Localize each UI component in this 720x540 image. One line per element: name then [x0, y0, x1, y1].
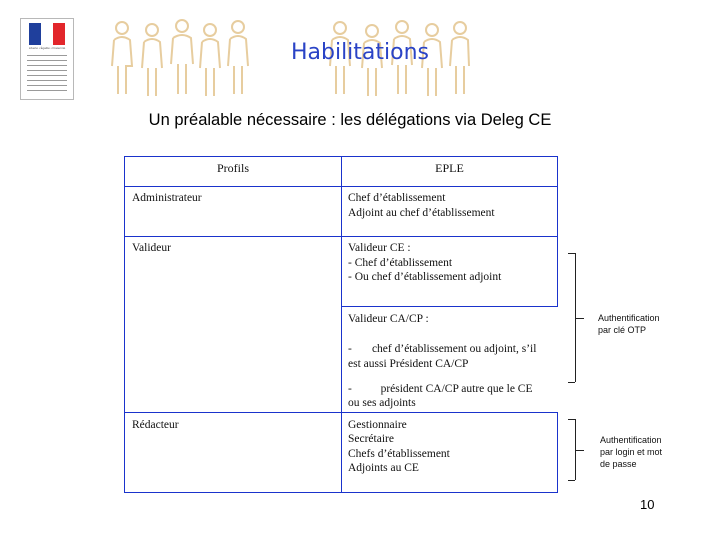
person-silhouette-icon — [142, 24, 162, 96]
note-login-line: de passe — [600, 459, 637, 469]
profil-label: Administrateur — [132, 192, 202, 204]
cell-profil-valideur — [124, 236, 342, 413]
eple-line: - chef d’établissement ou adjoint, s’il — [348, 343, 537, 355]
ministry-logo — [20, 18, 74, 100]
eple-line: Chef d’établissement — [348, 192, 446, 204]
eple-line: ou ses adjoints — [348, 397, 416, 409]
person-silhouette-icon — [112, 22, 132, 94]
column-header-profils: Profils — [216, 161, 249, 175]
profil-label: Rédacteur — [132, 419, 179, 431]
eple-line: est aussi Président CA/CP — [348, 358, 469, 370]
column-header-eple: EPLE — [435, 161, 464, 175]
slide-title: Habilitations — [290, 40, 430, 65]
eple-line: Chefs d’établissement — [348, 448, 450, 460]
note-otp-line: par clé OTP — [598, 325, 647, 335]
person-silhouette-icon — [171, 20, 193, 94]
note-otp-line: Authentification — [598, 313, 660, 323]
eple-line: Adjoints au CE — [348, 462, 419, 474]
page-number: 10 — [640, 497, 655, 512]
ministry-name-lines — [27, 55, 67, 95]
french-flag-icon — [29, 23, 65, 45]
eple-line: Valideur CA/CP : — [348, 313, 429, 325]
eple-line: - Ou chef d’établissement adjoint — [348, 271, 502, 283]
republic-motto: Liberté • Égalité • Fraternité — [28, 46, 66, 50]
eple-line: Gestionnaire — [348, 419, 407, 431]
eple-line: Adjoint au chef d’établissement — [348, 207, 495, 219]
note-login-line: Authentification — [600, 435, 662, 445]
eple-line: Valideur CE : — [348, 242, 411, 254]
profil-label: Valideur — [132, 242, 171, 254]
note-login-line: par login et mot — [600, 447, 663, 457]
eple-line: - Chef d’établissement — [348, 257, 453, 269]
eple-line: - président CA/CP autre que le CE — [348, 383, 533, 395]
eple-line: Secrétaire — [348, 433, 394, 445]
slide-subtitle: Un préalable nécessaire : les délégations via Deleg CE — [148, 111, 552, 129]
